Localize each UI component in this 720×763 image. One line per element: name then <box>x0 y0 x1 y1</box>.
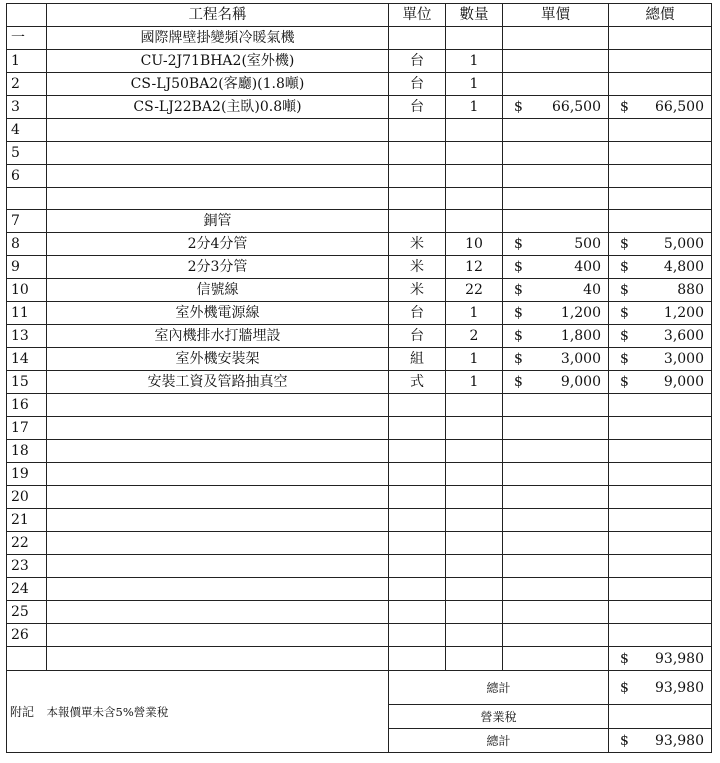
currency-symbol: $ <box>514 351 523 367</box>
table-row <box>7 601 712 624</box>
row-unit <box>389 555 446 578</box>
row-unit-price <box>503 371 609 394</box>
row-unit-price <box>503 279 609 302</box>
currency-symbol: $ <box>620 650 629 667</box>
amount-value: 1,200 <box>560 305 601 321</box>
row-total <box>609 165 712 188</box>
row-total <box>609 555 712 578</box>
row-unit-price <box>503 233 609 256</box>
row-unit-price <box>503 96 609 119</box>
row-no: 5 <box>7 142 47 165</box>
row-name: 室外機電源線 <box>47 302 389 325</box>
row-total <box>609 188 712 210</box>
header-row <box>7 4 712 27</box>
row-name: 2分4分管 <box>47 233 389 256</box>
note-text: 本報價單未含5%營業稅 <box>47 671 389 753</box>
table-row <box>7 624 712 647</box>
row-name <box>47 417 389 440</box>
row-unit <box>389 27 446 50</box>
row-total <box>609 463 712 486</box>
row-unit: 米 <box>389 256 446 279</box>
amount-value: 66,500 <box>552 99 601 115</box>
grand-total-label: 總計 <box>389 729 609 753</box>
row-total <box>609 27 712 50</box>
table-row <box>7 532 712 555</box>
row-qty <box>446 440 503 463</box>
row-unit <box>389 486 446 509</box>
row-name <box>47 624 389 647</box>
row-no: 20 <box>7 486 47 509</box>
row-unit-price <box>503 256 609 279</box>
table-row <box>7 73 712 96</box>
row-unit-price <box>503 50 609 73</box>
row-total <box>609 73 712 96</box>
row-no: 18 <box>7 440 47 463</box>
row-qty <box>446 509 503 532</box>
row-unit-price <box>503 188 609 210</box>
currency-symbol: $ <box>620 374 629 390</box>
row-no: 23 <box>7 555 47 578</box>
row-total <box>609 210 712 233</box>
grand-total-value <box>609 729 712 753</box>
table-row <box>7 463 712 486</box>
row-unit <box>389 394 446 417</box>
row-name: 室外機安裝架 <box>47 348 389 371</box>
table-row <box>7 555 712 578</box>
row-no <box>7 647 47 671</box>
row-qty <box>446 647 503 671</box>
row-no: 3 <box>7 96 47 119</box>
row-no: 6 <box>7 165 47 188</box>
row-total <box>609 142 712 165</box>
quotation-body <box>7 4 712 753</box>
row-name <box>47 555 389 578</box>
amount-value: 3,600 <box>663 328 704 344</box>
table-row <box>7 394 712 417</box>
table-row <box>7 509 712 532</box>
row-total <box>609 578 712 601</box>
header-total: 總價 <box>609 4 712 27</box>
row-unit-price <box>503 165 609 188</box>
currency-symbol: $ <box>514 99 523 115</box>
row-no: 22 <box>7 532 47 555</box>
table-row <box>7 165 712 188</box>
row-unit-price <box>503 142 609 165</box>
row-qty <box>446 601 503 624</box>
amount-value: 4,800 <box>663 259 704 275</box>
row-no: 14 <box>7 348 47 371</box>
row-unit-price <box>503 555 609 578</box>
currency-symbol: $ <box>514 305 523 321</box>
amount-value: 500 <box>574 236 601 252</box>
row-unit: 台 <box>389 325 446 348</box>
amount-value: 1,200 <box>663 305 704 321</box>
currency-symbol: $ <box>514 259 523 275</box>
row-no: 2 <box>7 73 47 96</box>
currency-symbol: $ <box>620 328 629 344</box>
row-unit <box>389 578 446 601</box>
row-no: 4 <box>7 119 47 142</box>
table-row <box>7 348 712 371</box>
amount-value: 93,980 <box>655 732 704 749</box>
row-unit <box>389 119 446 142</box>
table-row <box>7 188 712 210</box>
table-row <box>7 371 712 394</box>
row-unit-price <box>503 27 609 50</box>
header-unit: 單位 <box>389 4 446 27</box>
row-name <box>47 486 389 509</box>
row-unit-price <box>503 325 609 348</box>
row-qty <box>446 578 503 601</box>
row-no: 17 <box>7 417 47 440</box>
tax-label: 營業稅 <box>389 705 609 729</box>
row-no: 25 <box>7 601 47 624</box>
table-row <box>7 210 712 233</box>
row-name <box>47 394 389 417</box>
row-name: 安裝工資及管路抽真空 <box>47 371 389 394</box>
row-qty <box>446 486 503 509</box>
row-unit-price <box>503 532 609 555</box>
row-name <box>47 463 389 486</box>
row-total <box>609 302 712 325</box>
row-unit <box>389 417 446 440</box>
row-unit-price <box>503 73 609 96</box>
currency-symbol: $ <box>620 351 629 367</box>
quotation-table <box>6 3 712 753</box>
row-total <box>609 233 712 256</box>
table-row <box>7 142 712 165</box>
row-total <box>609 532 712 555</box>
table-row <box>7 119 712 142</box>
table-row <box>7 325 712 348</box>
currency-symbol: $ <box>620 732 629 749</box>
currency-symbol: $ <box>514 374 523 390</box>
row-name: 信號線 <box>47 279 389 302</box>
table-row <box>7 578 712 601</box>
row-no <box>7 188 47 210</box>
row-unit-price <box>503 119 609 142</box>
row-unit-price <box>503 624 609 647</box>
amount-value: 9,000 <box>560 374 601 390</box>
row-unit-price <box>503 601 609 624</box>
row-unit-price <box>503 210 609 233</box>
row-unit <box>389 188 446 210</box>
row-name <box>47 578 389 601</box>
row-no: 21 <box>7 509 47 532</box>
currency-symbol: $ <box>620 259 629 275</box>
row-qty <box>446 463 503 486</box>
table-row <box>7 50 712 73</box>
row-name: CS-LJ50BA2(客廳)(1.8噸) <box>47 73 389 96</box>
row-unit-price <box>503 440 609 463</box>
row-no: 10 <box>7 279 47 302</box>
row-total <box>609 256 712 279</box>
row-total <box>609 647 712 671</box>
row-unit <box>389 210 446 233</box>
subtotal-value <box>609 671 712 705</box>
row-name <box>47 509 389 532</box>
row-qty: 1 <box>446 96 503 119</box>
row-qty <box>446 27 503 50</box>
row-name: CU-2J71BHA2(室外機) <box>47 50 389 73</box>
row-total <box>609 279 712 302</box>
row-total <box>609 325 712 348</box>
row-unit-price <box>503 486 609 509</box>
row-total <box>609 417 712 440</box>
header-name: 工程名稱 <box>47 4 389 27</box>
subtotal-label: 總計 <box>389 671 609 705</box>
row-no: 16 <box>7 394 47 417</box>
row-qty <box>446 624 503 647</box>
row-name <box>47 165 389 188</box>
table-row <box>7 27 712 50</box>
row-qty <box>446 417 503 440</box>
row-name: 2分3分管 <box>47 256 389 279</box>
table-row <box>7 440 712 463</box>
currency-symbol: $ <box>514 282 523 298</box>
currency-symbol: $ <box>620 99 629 115</box>
header-qty: 數量 <box>446 4 503 27</box>
row-qty: 10 <box>446 233 503 256</box>
row-qty: 1 <box>446 50 503 73</box>
row-unit: 台 <box>389 302 446 325</box>
row-no: 7 <box>7 210 47 233</box>
row-total <box>609 440 712 463</box>
row-qty: 1 <box>446 371 503 394</box>
note-label: 附記 <box>7 671 47 753</box>
row-total <box>609 119 712 142</box>
row-name <box>47 601 389 624</box>
row-unit <box>389 601 446 624</box>
row-unit: 組 <box>389 348 446 371</box>
row-unit: 式 <box>389 371 446 394</box>
row-total <box>609 509 712 532</box>
currency-symbol: $ <box>620 679 629 696</box>
row-total <box>609 486 712 509</box>
row-qty: 2 <box>446 325 503 348</box>
row-unit <box>389 647 446 671</box>
row-no: 26 <box>7 624 47 647</box>
table-row <box>7 256 712 279</box>
amount-value: 1,800 <box>560 328 601 344</box>
row-unit-price <box>503 578 609 601</box>
row-unit <box>389 440 446 463</box>
amount-value: 9,000 <box>663 374 704 390</box>
row-unit-price <box>503 647 609 671</box>
row-name: 室內機排水打牆埋設 <box>47 325 389 348</box>
row-unit-price <box>503 509 609 532</box>
row-no: 19 <box>7 463 47 486</box>
currency-symbol: $ <box>514 236 523 252</box>
amount-value: 93,980 <box>655 679 704 696</box>
row-total <box>609 50 712 73</box>
row-name <box>47 142 389 165</box>
table-row <box>7 417 712 440</box>
row-name <box>47 532 389 555</box>
amount-value: 880 <box>677 282 704 298</box>
header-unit-price: 單價 <box>503 4 609 27</box>
row-unit-price <box>503 463 609 486</box>
table-row <box>7 233 712 256</box>
row-unit <box>389 142 446 165</box>
row-unit: 台 <box>389 50 446 73</box>
row-unit-price <box>503 394 609 417</box>
row-unit <box>389 509 446 532</box>
row-unit <box>389 532 446 555</box>
table-row <box>7 302 712 325</box>
table-row <box>7 96 712 119</box>
row-total <box>609 601 712 624</box>
row-unit: 米 <box>389 233 446 256</box>
row-no: 9 <box>7 256 47 279</box>
row-total <box>609 394 712 417</box>
row-qty: 22 <box>446 279 503 302</box>
currency-symbol: $ <box>514 328 523 344</box>
row-qty <box>446 165 503 188</box>
row-qty <box>446 555 503 578</box>
row-total <box>609 348 712 371</box>
row-name <box>47 647 389 671</box>
row-qty: 1 <box>446 73 503 96</box>
amount-value: 40 <box>583 282 601 298</box>
row-total <box>609 624 712 647</box>
row-no: 13 <box>7 325 47 348</box>
row-qty: 12 <box>446 256 503 279</box>
amount-value: 400 <box>574 259 601 275</box>
row-unit-price <box>503 302 609 325</box>
amount-value: 5,000 <box>663 236 704 252</box>
row-qty: 1 <box>446 302 503 325</box>
row-unit: 米 <box>389 279 446 302</box>
header-no <box>7 4 47 27</box>
row-unit-price <box>503 417 609 440</box>
quotation-sheet <box>6 3 712 753</box>
row-total <box>609 371 712 394</box>
footer-row-subtotal <box>7 671 712 705</box>
tax-value <box>609 705 712 729</box>
amount-value: 3,000 <box>560 351 601 367</box>
amount-value: 3,000 <box>663 351 704 367</box>
row-unit <box>389 165 446 188</box>
row-qty <box>446 119 503 142</box>
currency-symbol: $ <box>620 282 629 298</box>
row-no: 11 <box>7 302 47 325</box>
table-row <box>7 279 712 302</box>
row-unit: 台 <box>389 96 446 119</box>
amount-value: 66,500 <box>655 99 704 115</box>
row-qty <box>446 188 503 210</box>
row-no: 1 <box>7 50 47 73</box>
row-no: 24 <box>7 578 47 601</box>
table-row <box>7 486 712 509</box>
row-qty <box>446 210 503 233</box>
currency-symbol: $ <box>620 305 629 321</box>
row-name <box>47 188 389 210</box>
row-no: 一 <box>7 27 47 50</box>
row-unit <box>389 463 446 486</box>
amount-value: 93,980 <box>655 650 704 667</box>
row-name: 銅管 <box>47 210 389 233</box>
row-unit <box>389 624 446 647</box>
row-qty: 1 <box>446 348 503 371</box>
row-qty <box>446 142 503 165</box>
row-unit-price <box>503 348 609 371</box>
row-total <box>609 96 712 119</box>
row-no: 15 <box>7 371 47 394</box>
row-no: 8 <box>7 233 47 256</box>
row-unit: 台 <box>389 73 446 96</box>
row-name <box>47 440 389 463</box>
row-qty <box>446 394 503 417</box>
row-name <box>47 119 389 142</box>
row-qty <box>446 532 503 555</box>
table-row <box>7 647 712 671</box>
row-name: CS-LJ22BA2(主臥)0.8噸) <box>47 96 389 119</box>
row-name: 國際牌壁掛變頻冷暖氣機 <box>47 27 389 50</box>
currency-symbol: $ <box>620 236 629 252</box>
